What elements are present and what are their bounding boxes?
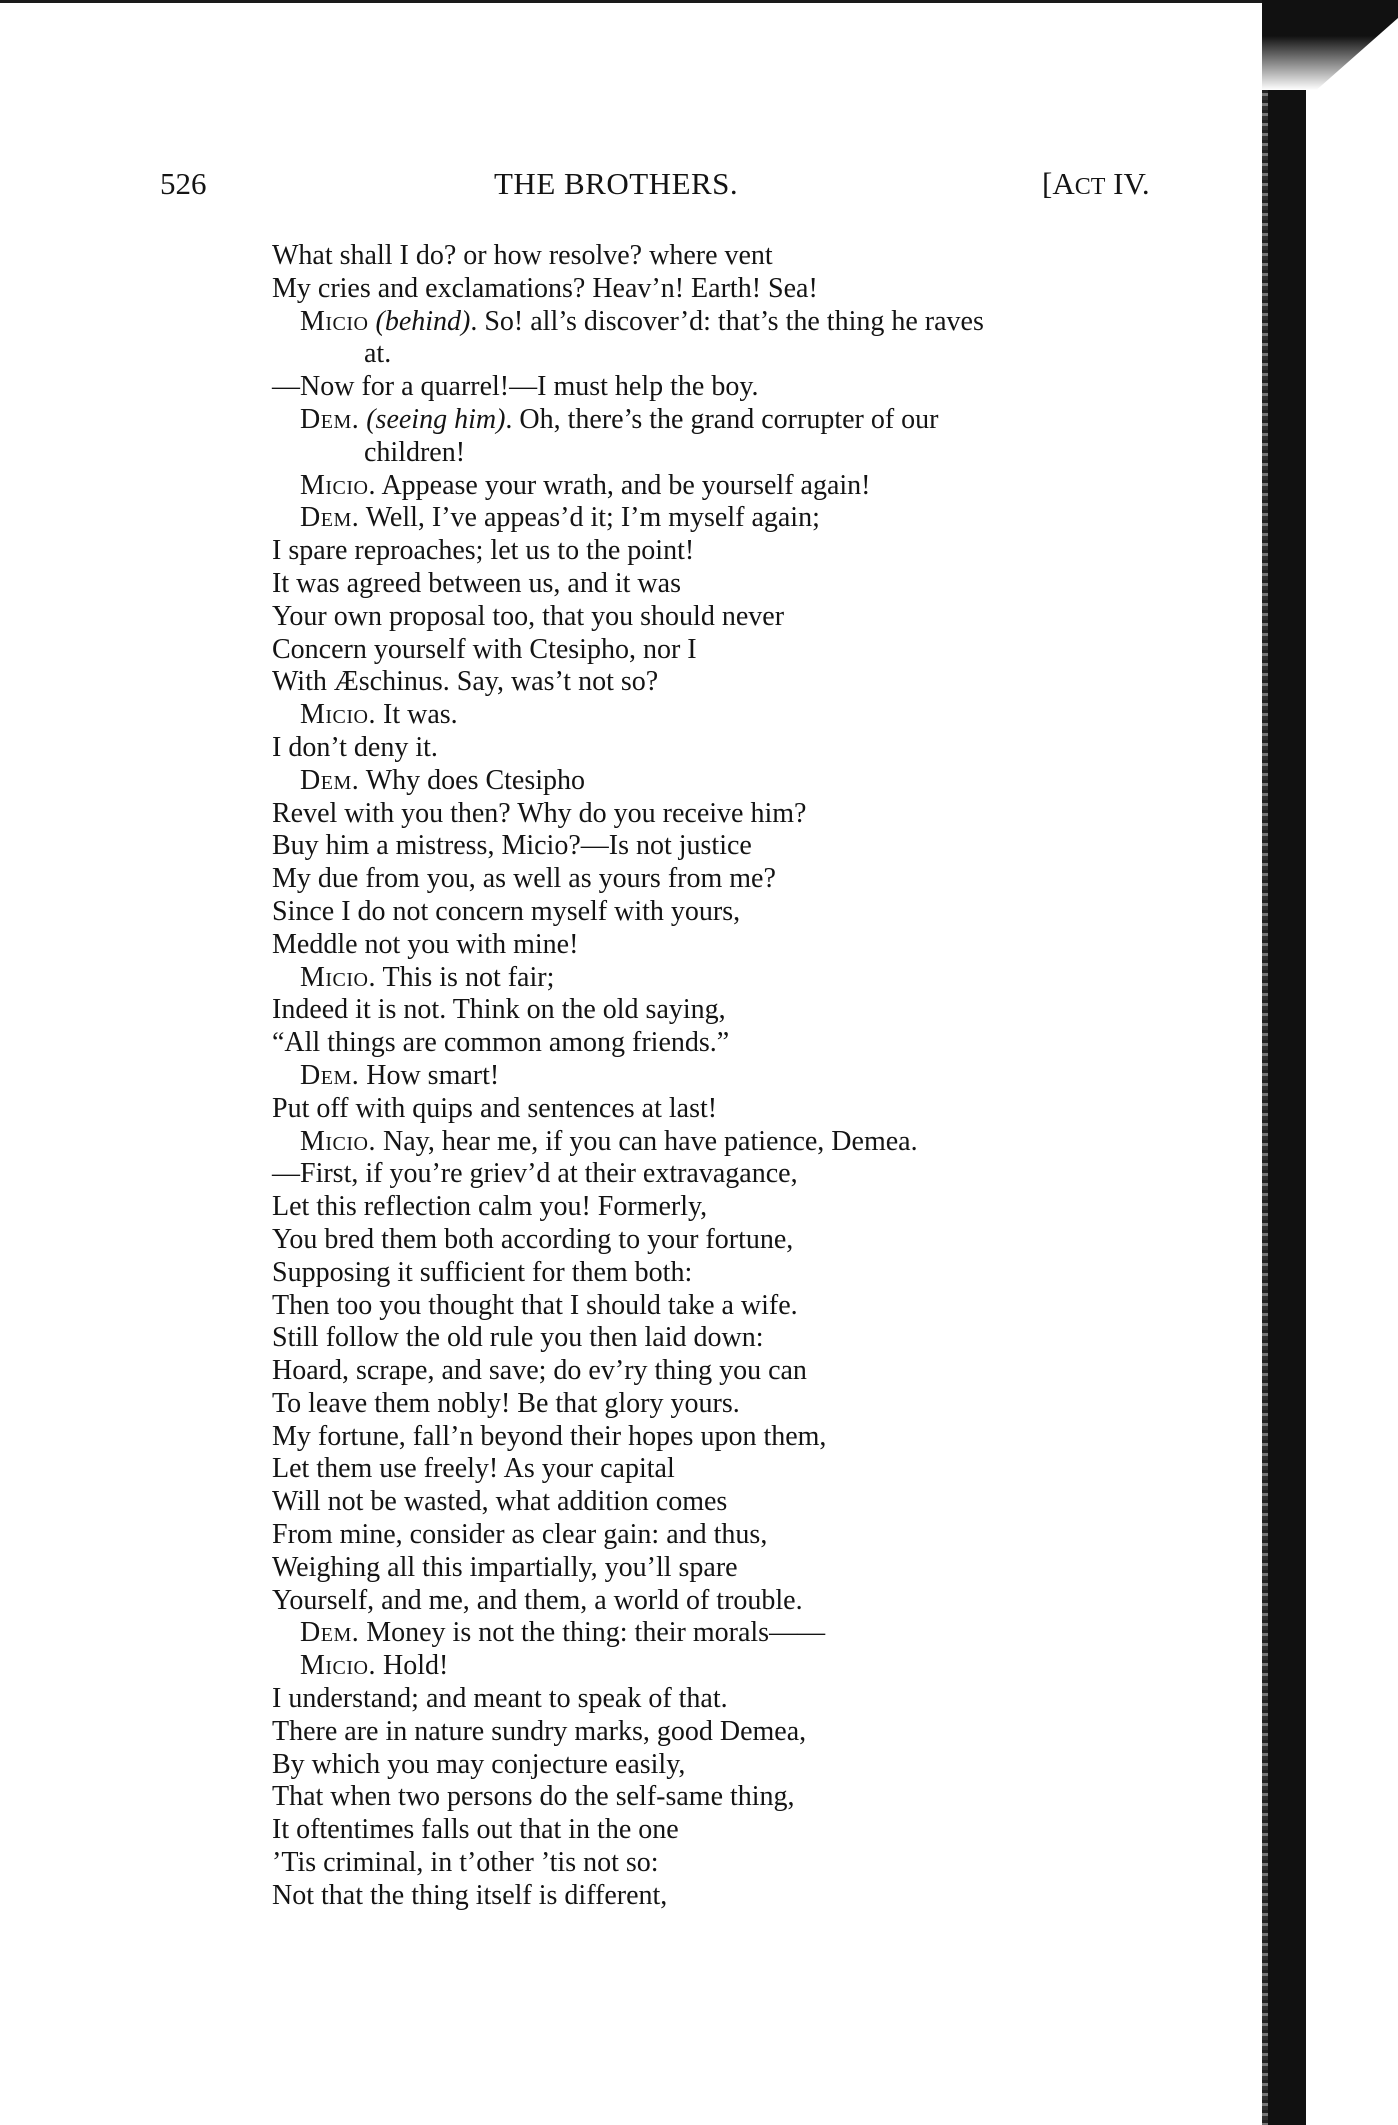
verse-line: [272, 1257, 1252, 1290]
speech-line: [272, 470, 1252, 503]
line-text: “All things are common among friends.”: [272, 1027, 730, 1059]
verse-line: [272, 1224, 1252, 1257]
line-text: That when two persons do the self-same thing,: [272, 1781, 795, 1813]
verse-line: [272, 1552, 1252, 1585]
verse-line: [272, 273, 1252, 306]
line-text: My due from you, as well as yours from me?: [272, 863, 776, 895]
line-text: . So! all’s discover’d: that’s the thing he raves: [470, 305, 984, 337]
line-text: Let this reflection calm you! Formerly,: [272, 1191, 708, 1223]
line-text: Then too you thought that I should take a wife.: [272, 1289, 798, 1321]
line-text: I spare reproaches; let us to the point!: [272, 535, 695, 567]
verse-line: [272, 666, 1252, 699]
verse-line: [272, 929, 1252, 962]
verse-line: [272, 798, 1252, 831]
speech-line: [272, 765, 1252, 798]
verse-line: [272, 634, 1252, 667]
speaker-name: Micio.: [300, 1650, 376, 1682]
verse-line: [272, 732, 1252, 765]
line-text: My cries and exclamations? Heav’n! Earth! Sea!: [272, 272, 818, 304]
page-edge-shadow: [1262, 0, 1398, 2125]
verse-line: [272, 1421, 1252, 1454]
speech-line: [272, 1126, 1252, 1159]
line-text: Not that the thing itself is different,: [272, 1879, 668, 1911]
line-text: You bred them both according to your fortune,: [272, 1223, 794, 1255]
speaker-name: Dem.: [300, 764, 360, 796]
speech-line: [272, 404, 1252, 437]
line-text: Buy him a mistress, Micio?—Is not justice: [272, 830, 752, 862]
speech-line: [272, 699, 1252, 732]
speaker-name: Micio.: [300, 1125, 376, 1157]
speech-line: [272, 1650, 1252, 1683]
line-text: Weighing all this impartially, you’ll spare: [272, 1551, 738, 1583]
line-text: This is not fair;: [376, 961, 555, 993]
line-text: From mine, consider as clear gain: and thus,: [272, 1519, 768, 1551]
line-text: Why does Ctesipho: [359, 764, 586, 796]
line-text: Will not be wasted, what addition comes: [272, 1486, 728, 1518]
verse-line: [272, 1683, 1252, 1716]
speaker-name: Dem.: [300, 502, 360, 534]
line-text: Supposing it sufficient for them both:: [272, 1256, 693, 1288]
verse-line: [272, 338, 1252, 371]
line-text: Nay, hear me, if you can have patience, Demea.: [376, 1125, 918, 1157]
stage-direction: (behind): [375, 305, 471, 337]
line-text: With Æschinus. Say, was’t not so?: [272, 666, 659, 698]
line-text: ’Tis criminal, in t’other ’tis not so:: [272, 1847, 659, 1879]
line-text: Money is not the thing: their morals——: [359, 1617, 826, 1649]
line-text: . Oh, there’s the grand corrupter of our: [505, 403, 939, 435]
line-text: Hoard, scrape, and save; do ev’ry thing you can: [272, 1355, 807, 1387]
verse-line: [272, 568, 1252, 601]
verse-line: [272, 1388, 1252, 1421]
verse-line: [272, 1716, 1252, 1749]
line-text: Let them use freely! As your capital: [272, 1453, 675, 1485]
verse-line: [272, 1519, 1252, 1552]
verse-line: [272, 1880, 1252, 1913]
line-text: It oftentimes falls out that in the one: [272, 1814, 679, 1846]
line-text: My fortune, fall’n beyond their hopes upon them,: [272, 1420, 827, 1452]
speaker-name: Micio: [300, 305, 369, 337]
line-text: —First, if you’re griev’d at their extravagance,: [272, 1158, 798, 1190]
speaker-name: Dem.: [300, 1059, 360, 1091]
verse-line: [272, 830, 1252, 863]
line-text: Concern yourself with Ctesipho, nor I: [272, 633, 697, 665]
line-text: What shall I do? or how resolve? where vent: [272, 240, 773, 271]
verse-line: [272, 601, 1252, 634]
verse-line: [272, 1486, 1252, 1519]
line-text: There are in nature sundry marks, good Demea,: [272, 1715, 807, 1747]
speech-line: [272, 306, 1252, 339]
stage-direction: (seeing him): [366, 403, 506, 435]
verse-line: [272, 1585, 1252, 1618]
line-text: Well, I’ve appeas’d it; I’m myself again;: [359, 502, 820, 534]
line-text: How smart!: [359, 1059, 500, 1091]
speaker-name: Micio.: [300, 961, 376, 993]
verse-line: [272, 240, 1252, 273]
line-text: Hold!: [376, 1650, 449, 1682]
verse-line: [272, 371, 1252, 404]
line-text: I don’t deny it.: [272, 731, 438, 763]
verse-line: [272, 1093, 1252, 1126]
running-title: THE BROTHERS.: [494, 166, 739, 201]
verse-line: [272, 1847, 1252, 1880]
line-text: —Now for a quarrel!—I must help the boy.: [272, 371, 759, 403]
verse-line: [272, 437, 1252, 470]
act-label: [ACT IV.: [1042, 166, 1150, 201]
play-text: [272, 240, 1252, 1913]
line-text: Put off with quips and sentences at last!: [272, 1092, 718, 1124]
speech-line: [272, 962, 1252, 995]
line-text: Since I do not concern myself with yours,: [272, 895, 741, 927]
speech-line: [272, 1617, 1252, 1650]
line-text: Your own proposal too, that you should never: [272, 600, 785, 632]
verse-line: [272, 1290, 1252, 1323]
page-number: 526: [160, 166, 207, 201]
verse-line: [272, 1749, 1252, 1782]
speech-line: [272, 1060, 1252, 1093]
verse-line: [272, 1814, 1252, 1847]
verse-line: [272, 896, 1252, 929]
speaker-name: Dem.: [300, 403, 360, 435]
line-text: It was.: [376, 699, 458, 731]
line-text: Indeed it is not. Think on the old saying,: [272, 994, 726, 1026]
verse-line: [272, 994, 1252, 1027]
verse-line: [272, 1027, 1252, 1060]
verse-line: [272, 535, 1252, 568]
line-text: By which you may conjecture easily,: [272, 1748, 686, 1780]
line-text: Revel with you then? Why do you receive him?: [272, 797, 807, 829]
speaker-name: Micio.: [300, 699, 376, 731]
speaker-name: Micio.: [300, 469, 376, 501]
line-text: Still follow the old rule you then laid down:: [272, 1322, 764, 1354]
speech-line: [272, 502, 1252, 535]
line-text: children!: [364, 436, 466, 468]
line-text: Yourself, and me, and them, a world of trouble.: [272, 1584, 803, 1616]
line-text: I understand; and meant to speak of that.: [272, 1683, 728, 1715]
line-text: It was agreed between us, and it was: [272, 567, 681, 599]
verse-line: [272, 1355, 1252, 1388]
verse-line: [272, 863, 1252, 896]
line-text: at.: [364, 338, 392, 370]
verse-line: [272, 1158, 1252, 1191]
verse-line: [272, 1322, 1252, 1355]
line-text: Appease your wrath, and be yourself again!: [376, 469, 871, 501]
speaker-name: Dem.: [300, 1617, 360, 1649]
verse-line: [272, 1453, 1252, 1486]
line-text: Meddle not you with mine!: [272, 928, 579, 960]
top-rule: [0, 0, 1398, 3]
verse-line: [272, 1781, 1252, 1814]
verse-line: [272, 1191, 1252, 1224]
line-text: To leave them nobly! Be that glory yours.: [272, 1387, 740, 1419]
running-header: [0, 166, 1262, 206]
